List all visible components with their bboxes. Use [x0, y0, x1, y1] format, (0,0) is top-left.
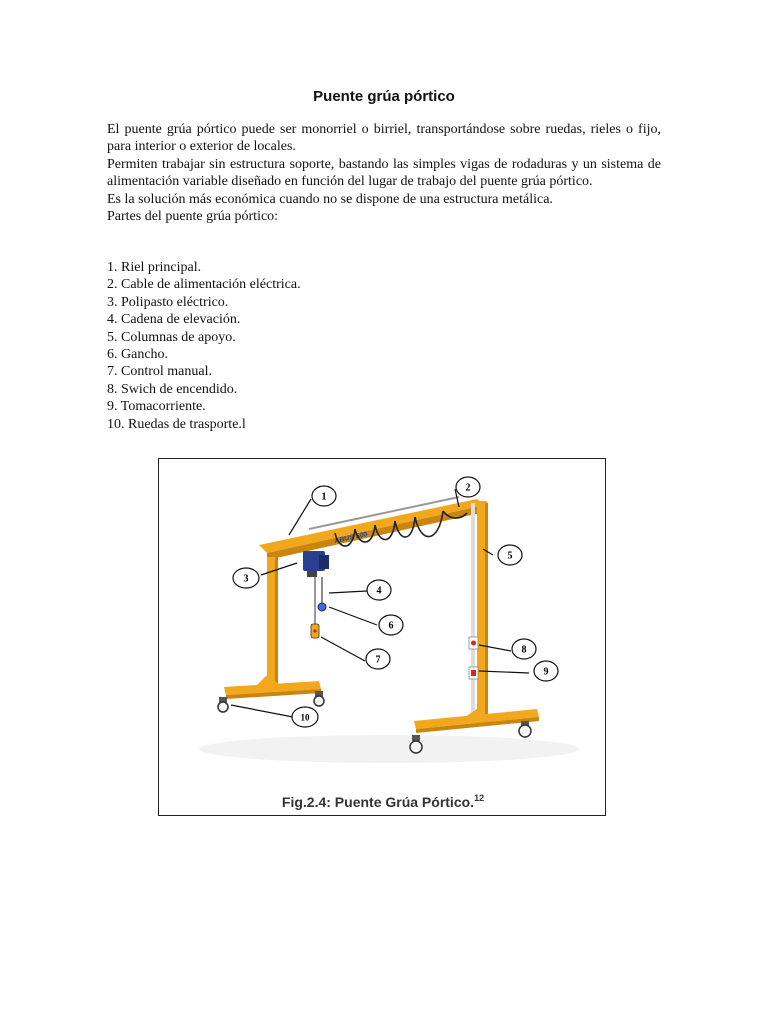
wheel-icon [519, 721, 531, 737]
list-item: 9. Tomacorriente. [107, 399, 206, 415]
list-item: 1. Riel principal. [107, 260, 202, 275]
caption-text: Fig.2.4: Puente Grúa Pórtico. [281, 794, 475, 810]
list-item: 2. Cable de alimentación eléctrica. [107, 277, 301, 293]
pendant-control [311, 624, 319, 638]
beam-brand-label: ABUS 500 [333, 531, 369, 545]
paragraph: Partes del puente grúa pórtico: [107, 209, 279, 225]
svg-text:5: 5 [507, 550, 513, 562]
wheel-icon [218, 697, 228, 712]
paragraph: El puente grúa pórtico puede ser monorriel o birriel, transportándose sobre ruedas, rieles o fijo, para interior o exterior de locales. [107, 122, 661, 155]
list-item: 8. Swich de encendido. [107, 381, 238, 397]
callout-3 [233, 568, 259, 588]
footnote-marker: 12 [474, 793, 485, 803]
callout-6 [379, 615, 403, 635]
figure-caption [159, 793, 607, 810]
callout-5 [498, 545, 522, 565]
parts-list [107, 259, 301, 433]
intro-text [107, 121, 661, 225]
callout-9 [534, 661, 558, 681]
svg-text:4: 4 [376, 585, 382, 597]
callout-7 [366, 649, 390, 669]
list-item: 5. Columnas de apoyo. [107, 329, 236, 345]
paragraph: Es la solución más económica cuando no se dispone de una estructura metálica. [107, 191, 553, 207]
hook-icon [318, 603, 326, 611]
gantry-crane-illustration [159, 459, 605, 789]
list-item: 10. Ruedas de trasporte.l [107, 416, 246, 432]
list-item: 7. Control manual. [107, 364, 212, 380]
power-switch [469, 637, 478, 649]
wheel-icon [314, 691, 324, 706]
crane-figure [158, 458, 606, 816]
svg-text:10: 10 [300, 712, 310, 723]
power-socket [469, 667, 478, 679]
callout-1 [312, 486, 336, 506]
list-item: 4. Cadena de elevación. [107, 312, 241, 328]
svg-text:3: 3 [243, 573, 249, 585]
paragraph: Permiten trabajar sin estructura soporte, bastando las simples vigas de rodaduras y un sistema de alimentación variable diseñado en función del lugar de trabajo del puente grúa pórtico. [107, 156, 661, 190]
svg-text:6: 6 [388, 620, 394, 632]
svg-text:2: 2 [465, 482, 471, 494]
left-column [267, 557, 278, 687]
svg-text:7: 7 [375, 654, 381, 666]
callout-8 [512, 639, 536, 659]
callout-10 [292, 707, 318, 727]
page-title: Puente grúa pórtico [313, 88, 455, 105]
callout-2 [456, 477, 480, 497]
svg-text:8: 8 [521, 644, 527, 656]
electric-hoist [303, 551, 329, 577]
svg-text:9: 9 [543, 666, 549, 678]
list-item: 6. Gancho. [107, 347, 169, 363]
callout-4 [367, 580, 391, 600]
list-item: 3. Polipasto eléctrico. [107, 294, 229, 310]
svg-text:1: 1 [321, 491, 327, 503]
right-column [471, 501, 488, 726]
